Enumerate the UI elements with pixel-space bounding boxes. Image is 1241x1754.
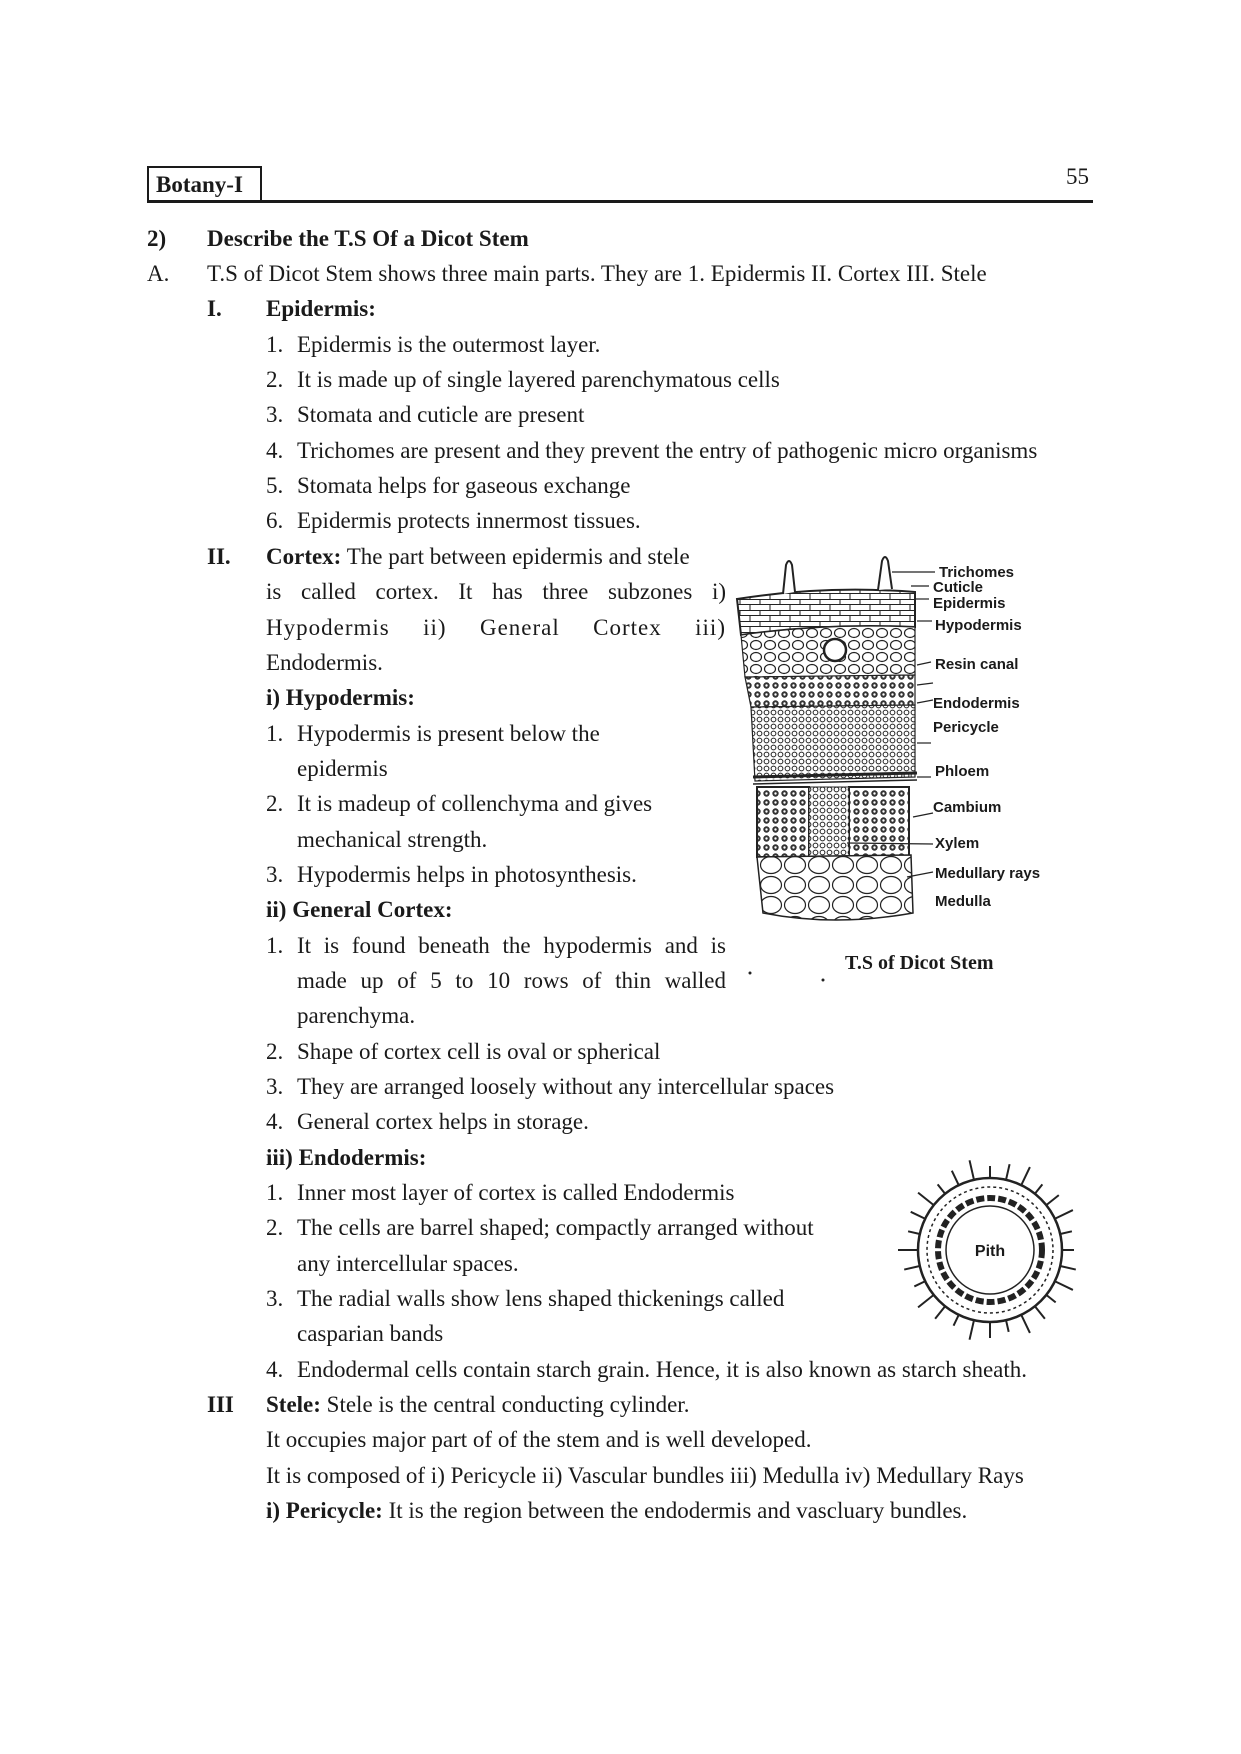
list-item: It is madeup of collenchyma and gives (297, 791, 653, 816)
list-item-continued: mechanical strength. (297, 827, 488, 852)
list-item: Hypodermis helps in photosynthesis. (297, 862, 637, 887)
answer-marker: A. (147, 261, 170, 286)
endodermis-heading: iii) Endodermis: (266, 1145, 427, 1170)
list-item: Inner most layer of cortex is called Endodermis (297, 1180, 735, 1205)
list-item-continued: epidermis (297, 756, 388, 781)
list-item: They are arranged loosely without any intercellular spaces (297, 1074, 835, 1099)
cortex-intro-line: is called cortex. It has three subzones i) (266, 579, 726, 604)
ring-spoke (1055, 1281, 1073, 1290)
list-item: Trichomes are present and they prevent the entry of pathogenic micro organisms (297, 438, 1038, 463)
stele-line: It is composed of i) Pericycle ii) Vascular bundles iii) Medulla iv) Medullary Rays (266, 1463, 1024, 1488)
ring-spoke (908, 1231, 920, 1234)
list-item: Stomata and cuticle are present (297, 402, 585, 427)
ring-spoke (914, 1281, 925, 1286)
ring-spoke (1060, 1231, 1072, 1234)
list-item: Epidermis is the outermost layer. (297, 332, 601, 357)
ring-spoke (938, 1184, 945, 1193)
cortex-intro-line: Endodermis. (266, 650, 383, 675)
label-medullary-rays: Medullary rays (935, 865, 1041, 882)
question-title: Describe the T.S Of a Dicot Stem (207, 226, 529, 251)
ring-spoke (1021, 1167, 1030, 1185)
cortex-numeral: II. (207, 544, 231, 569)
list-item-continued: parenchyma. (297, 1003, 416, 1028)
label-pericycle: Pericycle (933, 719, 999, 736)
list-item-continued: any intercellular spaces. (297, 1251, 519, 1276)
ts-dicot-stem-figure (735, 555, 1095, 985)
ring-spoke (918, 1193, 934, 1205)
label-medulla: Medulla (935, 893, 991, 910)
label-hypodermis: Hypodermis (935, 617, 1022, 634)
stele-numeral: III (207, 1392, 234, 1417)
pericycle-line: i) Pericycle: It is the region between the endodermis and vascluary bundles. (266, 1498, 968, 1523)
cortex-intro-line: Hypodermis ii) General Cortex iii) (266, 615, 726, 640)
list-number: 6. (266, 508, 284, 533)
general-cortex-heading: ii) General Cortex: (266, 897, 453, 922)
epidermis-numeral: I. (207, 296, 222, 321)
hypodermis-heading: i) Hypodermis: (266, 685, 415, 710)
ring-spoke (1046, 1195, 1059, 1205)
subject-label: Botany-I (156, 172, 243, 197)
stele-intro: Stele: Stele is the central conducting cylinder. (266, 1392, 690, 1417)
epidermis-heading: Epidermis: (266, 296, 376, 321)
label-xylem: Xylem (935, 835, 980, 852)
ring-spoke (952, 1171, 959, 1185)
ring-spoke (1060, 1266, 1076, 1270)
ring-spoke (935, 1306, 945, 1319)
list-number: 2. (266, 367, 284, 392)
label-phloem: Phloem (935, 763, 990, 780)
list-item: Hypodermis is present below the (297, 721, 600, 746)
question-number: 2) (147, 226, 167, 251)
list-item: The cells are barrel shaped; compactly arranged without (297, 1215, 814, 1240)
ring-spoke (1055, 1210, 1073, 1219)
ring-spoke (904, 1266, 920, 1270)
list-item: Endodermal cells contain starch grain. Hence, it is also known as starch sheath. (297, 1357, 1028, 1382)
ring-spoke (1006, 1320, 1009, 1332)
list-item: Shape of cortex cell is oval or spherical (297, 1039, 661, 1064)
stele-heading: Stele: (266, 1392, 321, 1417)
label-trichomes: Trichomes (939, 564, 1015, 581)
pericycle-heading: i) Pericycle: (266, 1498, 383, 1523)
ring-spoke (954, 1315, 959, 1326)
cortex-heading: Cortex: (266, 544, 342, 569)
stele-line: It occupies major part of of the stem and is well developed. (266, 1427, 812, 1452)
header-rule (147, 200, 1093, 203)
label-cuticle: Cuticle (933, 579, 984, 596)
ring-spoke (1035, 1306, 1045, 1319)
pith-label: Pith (974, 1243, 1006, 1260)
list-item: The radial walls show lens shaped thickenings called (297, 1286, 785, 1311)
subject-box (147, 166, 262, 201)
list-number: 3. (266, 402, 284, 427)
list-number: 5. (266, 473, 284, 498)
list-item: It is made up of single layered parenchymatous cells (297, 367, 780, 392)
list-number: 1. (266, 332, 284, 357)
label-cambium: Cambium (933, 799, 1002, 816)
label-resin-canal: Resin canal (935, 656, 1019, 673)
page-number: 55 (1066, 164, 1089, 189)
ring-spoke (1046, 1295, 1055, 1302)
ring-spoke (1021, 1315, 1030, 1333)
label-epidermis: Epidermis (933, 595, 1006, 612)
list-item-continued: made up of 5 to 10 rows of thin walled (297, 968, 726, 993)
ring-spoke (1035, 1184, 1042, 1193)
list-item: Epidermis protects innermost tissues. (297, 508, 641, 533)
label-endodermis: Endodermis (933, 695, 1020, 712)
list-item: Stomata helps for gaseous exchange (297, 473, 631, 498)
list-number: 4. (266, 438, 284, 463)
list-item-continued: casparian bands (297, 1321, 444, 1346)
ring-spoke (1006, 1164, 1010, 1180)
figure-caption: T.S of Dicot Stem (845, 952, 994, 974)
list-item: General cortex helps in storage. (297, 1109, 589, 1134)
ring-spoke (970, 1320, 974, 1339)
cortex-intro-line: Cortex: The part between epidermis and stele (266, 544, 690, 569)
list-item: It is found beneath the hypodermis and is (297, 933, 726, 958)
endodermis-ring-figure (890, 1150, 1090, 1350)
ring-spoke (970, 1160, 974, 1179)
ring-spoke (918, 1295, 934, 1307)
answer-intro: T.S of Dicot Stem shows three main parts. They are 1. Epidermis II. Cortex III. Stele (207, 261, 987, 286)
ring-spoke (911, 1212, 925, 1219)
